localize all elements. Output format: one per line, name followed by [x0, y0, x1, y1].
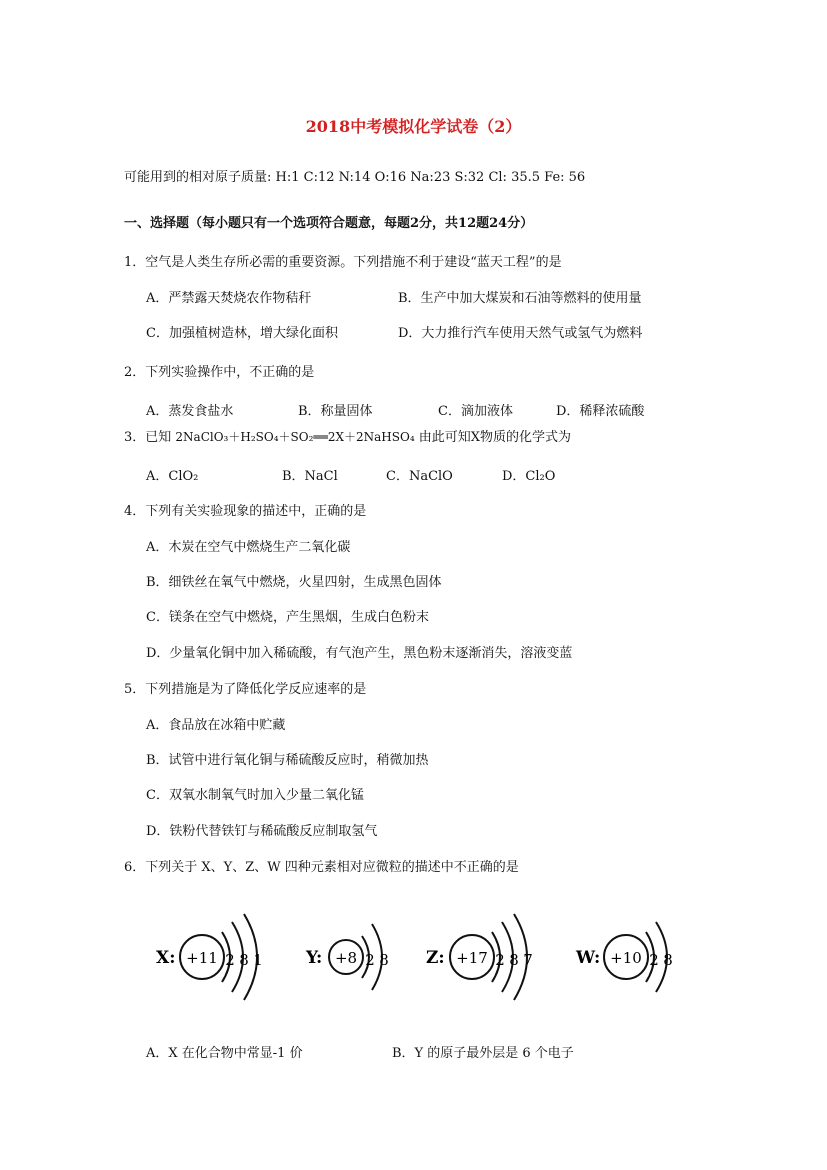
option-d: D．Cl₂O — [502, 469, 556, 484]
shell-electrons: 7 — [523, 951, 533, 969]
stem-suffix: 由此可知X物质的化学式为 — [414, 430, 572, 445]
option-d: D．稀释浓硫酸 — [556, 404, 645, 419]
stem-prefix: 3．已知 — [124, 430, 176, 445]
nucleus-charge: +11 — [186, 949, 218, 967]
option-a: A．ClO₂ — [146, 469, 199, 484]
atom-label: Z: — [426, 948, 445, 968]
option-d: D．少量氧化铜中加入稀硫酸，有气泡产生，黑色粉末逐渐消失，溶液变蓝 — [146, 646, 573, 661]
atomic-structure-diagram — [140, 910, 700, 1020]
option-a: A．严禁露天焚烧农作物秸秆 — [146, 291, 312, 306]
atom-label: X: — [156, 948, 176, 968]
atom-y — [305, 924, 389, 990]
option-c: C．NaClO — [386, 469, 453, 484]
option-b: B．NaCl — [282, 469, 338, 484]
option-a: A．X 在化合物中常显-1 价 — [146, 1046, 303, 1061]
option-c: C．双氧水制氧气时加入少量二氧化锰 — [146, 788, 364, 803]
option-a: A．蒸发食盐水 — [146, 404, 234, 419]
shell-electrons: 8 — [663, 951, 673, 969]
atom-w — [575, 922, 673, 992]
shell-electrons: 1 — [253, 951, 263, 969]
option-d: D．大力推行汽车使用天然气或氢气为燃料 — [398, 326, 643, 341]
atom-label: Y: — [306, 948, 323, 968]
option-b: B．Y 的原子最外层是 6 个电子 — [392, 1046, 574, 1061]
section-heading: 一、选择题（每小题只有一个选项符合题意，每题2分，共12题24分） — [124, 216, 534, 231]
atom-label: W: — [576, 948, 601, 968]
shell-electrons: 2 — [365, 951, 375, 969]
shell-electrons: 2 — [495, 951, 505, 969]
chemical-equation: 2NaClO₃＋H₂SO₄＋SO₂══2X＋2NaHSO₄ — [175, 430, 415, 444]
option-a: A．食品放在冰箱中贮藏 — [146, 718, 286, 733]
nucleus-charge: +10 — [610, 949, 642, 967]
shell-electrons: 8 — [239, 951, 249, 969]
nucleus-charge: +17 — [456, 949, 488, 967]
question-stem: 6．下列关于 X、Y、Z、W 四种元素相对应微粒的描述中不正确的是 — [124, 860, 519, 875]
question-stem: 5．下列措施是为了降低化学反应速率的是 — [124, 682, 367, 697]
shell-electrons: 8 — [509, 951, 519, 969]
option-c: C．滴加液体 — [438, 404, 513, 419]
question-stem: 1．空气是人类生存所必需的重要资源。下列措施不利于建设“蓝天工程”的是 — [124, 255, 562, 270]
question-stem: 2．下列实验操作中，不正确的是 — [124, 365, 315, 380]
option-d: D．铁粉代替铁钉与稀硫酸反应制取氢气 — [146, 824, 378, 839]
option-c: C．加强植树造林，增大绿化面积 — [146, 326, 338, 341]
option-a: A．木炭在空气中燃烧生产二氧化碳 — [146, 540, 351, 555]
option-b: B．生产中加大煤炭和石油等燃料的使用量 — [398, 291, 642, 306]
page-title: 2018中考模拟化学试卷（2） — [305, 117, 522, 136]
atom-z — [426, 914, 533, 1000]
option-b: B．称量固体 — [298, 404, 373, 419]
option-c: C．镁条在空气中燃烧，产生黑烟，生成白色粉末 — [146, 610, 429, 625]
option-b: B．细铁丝在氧气中燃烧，火星四射，生成黑色固体 — [146, 575, 442, 590]
atomic-masses: 可能用到的相对原子质量: H:1 C:12 N:14 O:16 Na:23 S:32 Cl: 35.5 Fe: 56 — [124, 170, 586, 185]
atom-x — [156, 914, 263, 1000]
question-stem — [124, 426, 571, 445]
shell-electrons: 8 — [379, 951, 389, 969]
option-b: B．试管中进行氧化铜与稀硫酸反应时，稍微加热 — [146, 753, 429, 768]
nucleus-charge: +8 — [334, 949, 358, 967]
question-stem: 4．下列有关实验现象的描述中，正确的是 — [124, 504, 367, 519]
shell-electrons: 2 — [225, 951, 235, 969]
shell-electrons: 2 — [649, 951, 659, 969]
